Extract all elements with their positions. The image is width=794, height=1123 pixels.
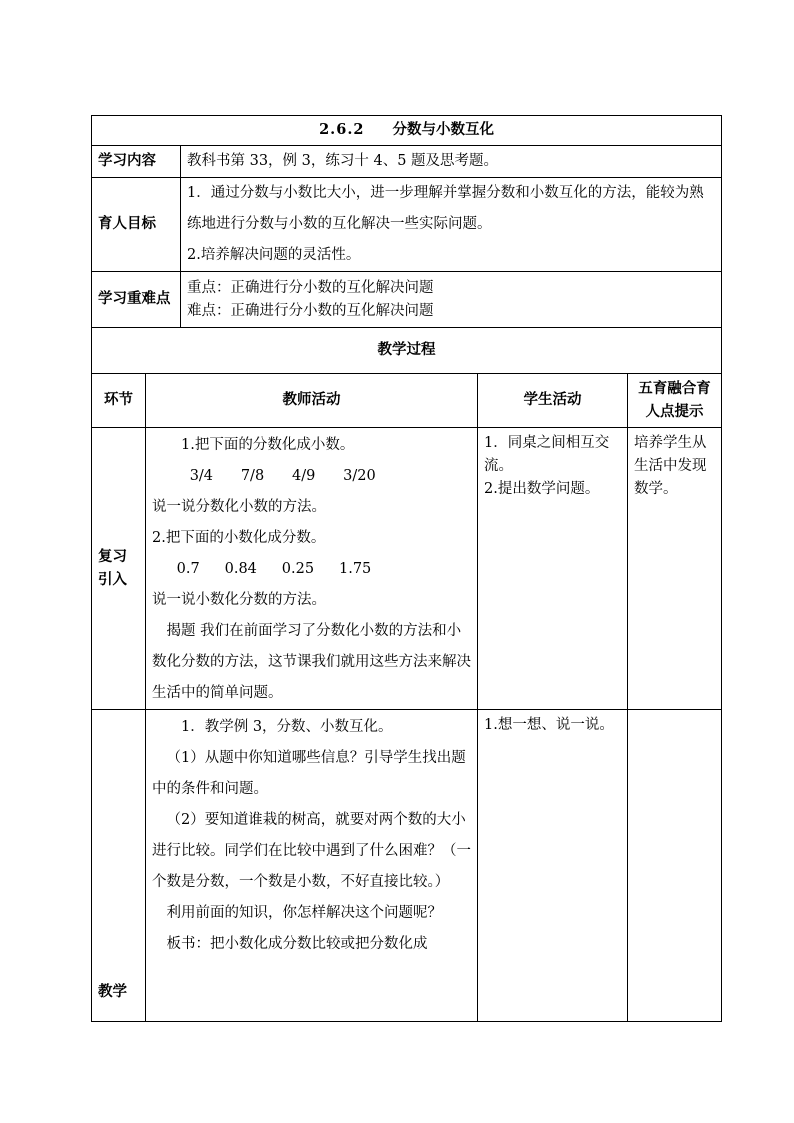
lesson-number: 2.6.2 — [319, 121, 365, 139]
review-student-1: 1．同桌之间相互交流。 — [484, 435, 610, 475]
key-points-cell — [181, 272, 722, 328]
teach-line-5: 板书：把小数化成分数比较或把分数化成 — [166, 936, 428, 952]
decimals-list: 0.7 0.84 0.25 1.75 — [176, 561, 372, 577]
title-row — [92, 116, 722, 146]
header-teacher: 教师活动 — [146, 374, 478, 428]
goal-2: 2.培养解决问题的灵活性。 — [187, 247, 361, 263]
teach-line-4: 利用前面的知识，你怎样解决这个问题呢？ — [166, 905, 442, 921]
column-header-row — [92, 374, 722, 428]
lesson-title-text: 分数与小数互化 — [392, 121, 494, 139]
review-teacher-cell — [146, 428, 478, 710]
content-row — [92, 146, 722, 178]
fractions-list: 3/4 7/8 4/9 3/20 — [189, 468, 376, 484]
lesson-plan-page — [91, 115, 721, 1022]
process-title: 教学过程 — [92, 328, 722, 374]
key-point: 重点：正确进行分小数的互化解决问题 — [187, 280, 434, 297]
review-q1-note: 说一说分数化小数的方法。 — [152, 499, 326, 515]
header-hint: 五育融合育人点提示 — [628, 374, 722, 428]
teach-line-1: 1．教学例 3，分数、小数互化。 — [181, 719, 393, 735]
goals-row — [92, 178, 722, 272]
process-title-row — [92, 328, 722, 374]
lesson-plan-table — [91, 115, 722, 1022]
header-student: 学生活动 — [478, 374, 628, 428]
goals-label: 育人目标 — [92, 178, 181, 272]
teach-student: 1.想一想、说一说。 — [478, 710, 628, 1022]
teach-line-3: （2）要知道谁栽的树高，就要对两个数的大小进行比较。同学们在比较中遇到了什么困难？（一个数是分数，一个数是小数，不好直接比较。） — [152, 812, 471, 890]
content-label: 学习内容 — [92, 146, 181, 178]
review-reveal: 揭题 我们在前面学习了分数化小数的方法和小数化分数的方法，这节课我们就用这些方法来解决生活中的简单问题。 — [152, 623, 471, 701]
goals-cell — [181, 178, 722, 272]
review-row — [92, 428, 722, 710]
difficult-point: 难点：正确进行分小数的互化解决问题 — [187, 302, 434, 319]
goal-1: 1．通过分数与小数比大小，进一步理解并掌握分数和小数互化的方法，能较为熟练地进行分数与小数的互化解决一些实际问题。 — [187, 185, 704, 232]
review-q2: 2.把下面的小数化成分数。 — [152, 530, 326, 546]
content-text: 教科书第 33，例 3，练习十 4、5 题及思考题。 — [181, 146, 722, 178]
key-points-label: 学习重难点 — [92, 272, 181, 328]
teach-stage: 教学 — [92, 710, 146, 1022]
lesson-title — [92, 116, 722, 146]
review-student-2: 2.提出数学问题。 — [484, 481, 600, 498]
teach-line-2: （1）从题中你知道哪些信息？引导学生找出题中的条件和问题。 — [152, 750, 466, 797]
teach-teacher-cell — [146, 710, 478, 1022]
review-student-cell — [478, 428, 628, 710]
key-points-row — [92, 272, 722, 328]
teach-row — [92, 710, 722, 1022]
review-q2-note: 说一说小数化分数的方法。 — [152, 592, 326, 608]
teach-hint — [628, 710, 722, 1022]
header-stage: 环节 — [92, 374, 146, 428]
review-q1: 1.把下面的分数化成小数。 — [181, 437, 355, 453]
review-hint: 培养学生从生活中发现数学。 — [628, 428, 722, 710]
review-stage: 复习引入 — [92, 428, 146, 710]
